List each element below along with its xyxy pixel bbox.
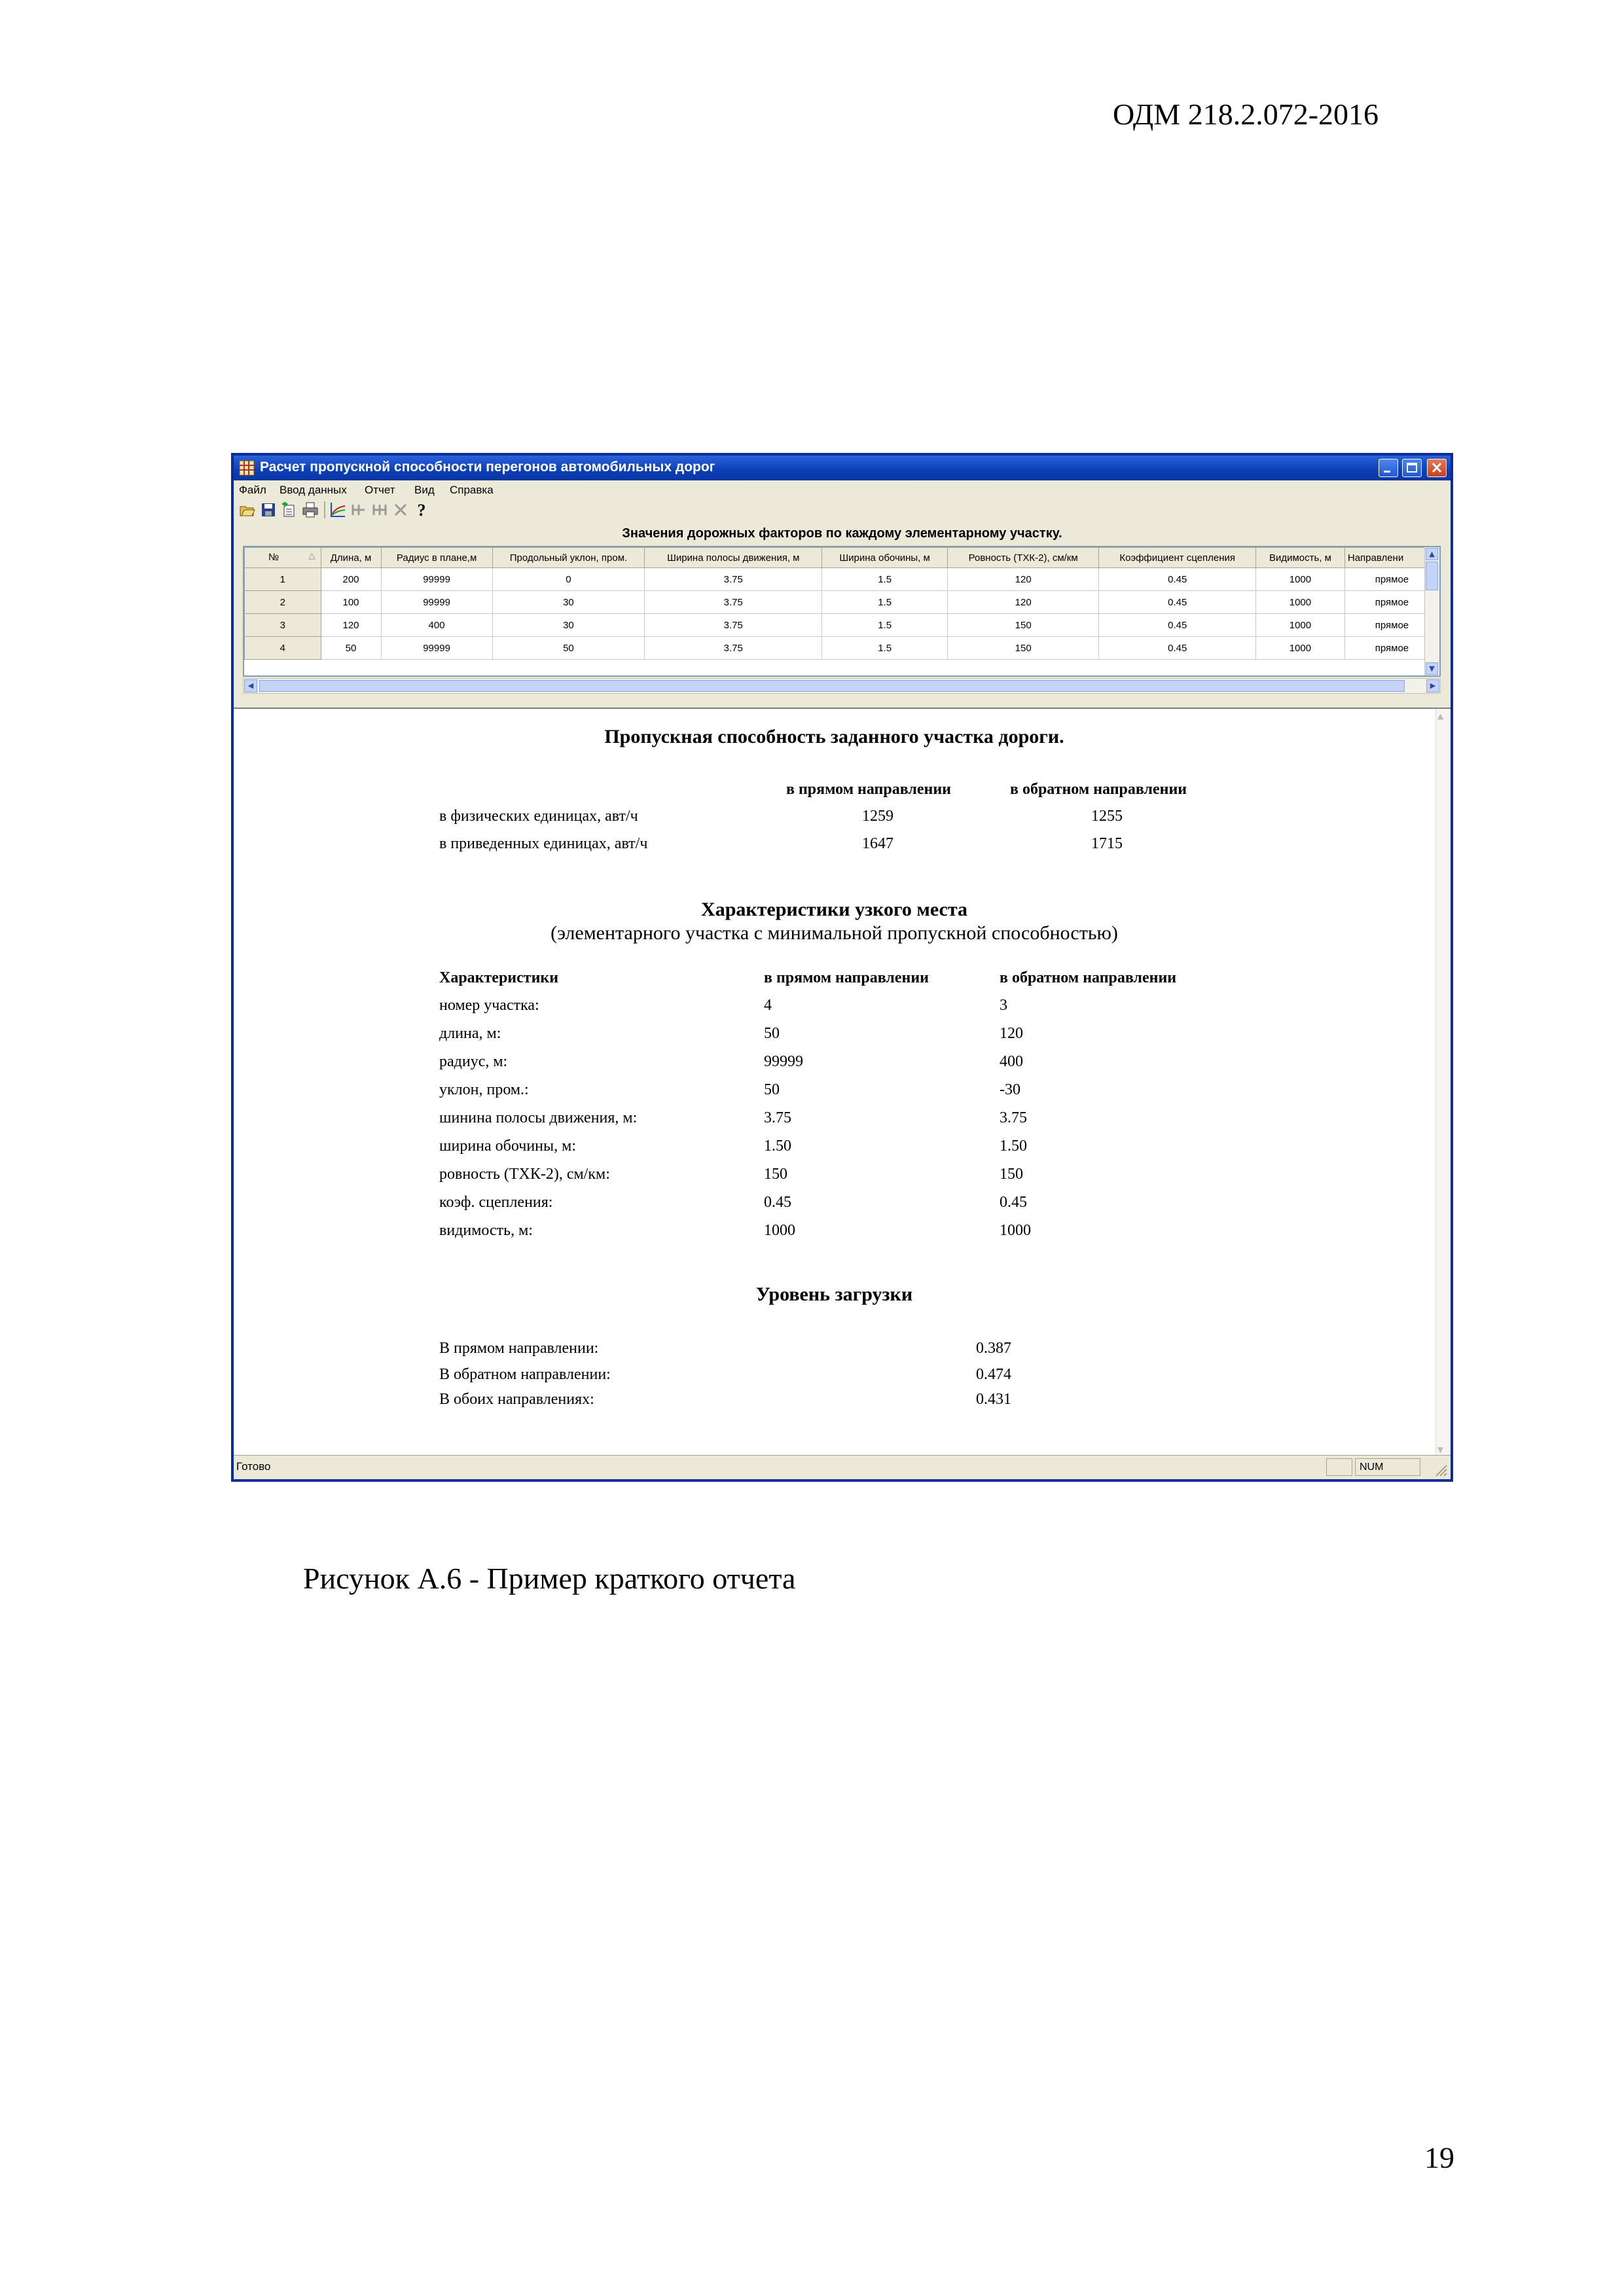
scroll-down-icon[interactable]: ▼ (1426, 662, 1438, 675)
load-title: Уровень загрузки (755, 1283, 913, 1305)
add-section-icon[interactable] (350, 501, 367, 518)
column-header-number[interactable] (245, 548, 321, 568)
cell-friction[interactable]: 0.45 (1099, 568, 1256, 591)
cell-visibility[interactable]: 1000 (1256, 637, 1345, 660)
menu-bar (234, 480, 1451, 499)
grid-horizontal-scrollbar[interactable] (243, 678, 1441, 694)
row-number: 4 (245, 637, 321, 660)
table-row[interactable] (245, 568, 1439, 591)
menu-help[interactable]: Справка (450, 484, 494, 496)
bottleneck-forward: 150 (764, 1166, 787, 1183)
cell-direction[interactable]: прямое (1344, 568, 1439, 591)
cell-roughness[interactable]: 120 (947, 591, 1098, 614)
load-label: В обратном направлении: (439, 1366, 611, 1383)
bottleneck-label: шинина полосы движения, м: (439, 1109, 638, 1126)
title-bar[interactable] (234, 456, 1451, 480)
bottleneck-label: ровность (ТХК-2), см/км: (439, 1166, 610, 1183)
capacity-head-forward: в прямом направлении (786, 781, 951, 798)
cell-visibility[interactable]: 1000 (1256, 568, 1345, 591)
column-header-friction[interactable]: Коэффициент сцепления (1099, 548, 1256, 568)
menu-report[interactable]: Отчет (365, 484, 395, 496)
sort-asc-icon: △ (308, 551, 316, 561)
insert-section-icon[interactable] (371, 501, 388, 518)
bottleneck-label: номер участка: (439, 997, 539, 1014)
grid-horizontal-thumb[interactable] (259, 680, 1405, 692)
bottleneck-reverse: 150 (1000, 1166, 1023, 1183)
status-text: Готово (236, 1460, 271, 1473)
cell-direction[interactable]: прямое (1344, 591, 1439, 614)
bottleneck-reverse: 1.50 (1000, 1138, 1027, 1155)
cell-lane-width[interactable]: 3.75 (645, 637, 822, 660)
table-header-row (245, 548, 1439, 568)
cell-roughness[interactable]: 120 (947, 568, 1098, 591)
bottleneck-label: радиус, м: (439, 1053, 508, 1070)
cell-direction[interactable]: прямое (1344, 637, 1439, 660)
bottleneck-label: уклон, пром.: (439, 1081, 529, 1098)
cell-length[interactable]: 50 (321, 637, 381, 660)
scroll-up-icon[interactable]: ▲ (1426, 548, 1438, 560)
status-pane-empty (1326, 1458, 1352, 1476)
close-button[interactable] (1427, 459, 1447, 477)
table-row[interactable] (245, 614, 1439, 637)
cell-radius[interactable]: 99999 (381, 591, 492, 614)
cell-visibility[interactable]: 1000 (1256, 591, 1345, 614)
column-header-direction[interactable]: Направлени (1344, 548, 1439, 568)
bottleneck-subtitle: (элементарного участка с минимальной пропускной способностью) (550, 922, 1118, 944)
column-header-roughness[interactable]: Ровность (ТХК-2), см/км (947, 548, 1098, 568)
scroll-down-icon[interactable]: ▼ (1437, 1445, 1444, 1454)
scroll-up-icon[interactable]: ▲ (1437, 711, 1444, 721)
grid-vertical-thumb[interactable] (1426, 562, 1438, 590)
cell-grade[interactable]: 30 (492, 591, 645, 614)
factors-table (244, 547, 1439, 660)
cell-friction[interactable]: 0.45 (1099, 637, 1256, 660)
bottleneck-forward: 0.45 (764, 1194, 791, 1211)
bottleneck-forward: 4 (764, 997, 772, 1014)
bottleneck-forward: 99999 (764, 1053, 803, 1070)
maximize-icon (1403, 459, 1421, 476)
row-number: 3 (245, 614, 321, 637)
bottleneck-reverse: 400 (1000, 1053, 1023, 1070)
capacity-forward: 1259 (862, 808, 893, 825)
bottleneck-head-reverse: в обратном направлении (1000, 969, 1177, 986)
resize-grip-icon[interactable] (1432, 1462, 1448, 1477)
load-value: 0.474 (976, 1366, 1011, 1383)
cell-length[interactable]: 120 (321, 614, 381, 637)
load-label: В прямом направлении: (439, 1340, 599, 1357)
column-header-radius[interactable]: Радиус в плане,м (381, 548, 492, 568)
grid-title: Значения дорожных факторов по каждому элементарному участку. (622, 526, 1062, 541)
open-icon[interactable] (239, 501, 256, 518)
menu-file[interactable]: Файл (239, 484, 266, 496)
capacity-reverse: 1255 (1091, 808, 1123, 825)
factors-panel (234, 521, 1451, 708)
cell-roughness[interactable]: 150 (947, 637, 1098, 660)
bottleneck-title: Характеристики узкого места (701, 899, 967, 920)
scroll-left-icon[interactable]: ◀ (244, 679, 257, 692)
capacity-head-reverse: в обратном направлении (1010, 781, 1187, 798)
bottleneck-reverse: 3 (1000, 997, 1007, 1014)
figure-caption: Рисунок А.6 - Пример краткого отчета (303, 1562, 796, 1595)
column-header-grade[interactable]: Продольный уклон, пром. (492, 548, 645, 568)
row-number: 1 (245, 568, 321, 591)
status-bar (234, 1455, 1451, 1479)
column-header-lane-width[interactable]: Ширина полосы движения, м (645, 548, 822, 568)
load-value: 0.387 (976, 1340, 1011, 1357)
bottleneck-reverse: 3.75 (1000, 1109, 1027, 1126)
bottleneck-forward: 50 (764, 1025, 780, 1042)
bottleneck-forward: 50 (764, 1081, 780, 1098)
bottleneck-reverse: -30 (1000, 1081, 1020, 1098)
column-header-length[interactable]: Длина, м (321, 548, 381, 568)
bottleneck-forward: 1000 (764, 1222, 795, 1239)
menu-view[interactable]: Вид (414, 484, 435, 496)
capacity-label: в приведенных единицах, авт/ч (439, 835, 648, 852)
table-row[interactable] (245, 637, 1439, 660)
maximize-button[interactable] (1402, 459, 1422, 477)
app-window (231, 453, 1453, 1482)
app-icon (239, 460, 255, 476)
delete-icon[interactable] (392, 501, 409, 518)
minimize-button[interactable] (1379, 459, 1398, 477)
cell-grade[interactable]: 50 (492, 637, 645, 660)
cell-radius[interactable]: 99999 (381, 568, 492, 591)
load-label: В обоих направлениях: (439, 1391, 594, 1408)
bottleneck-forward: 3.75 (764, 1109, 791, 1126)
report-vertical-scrollbar[interactable] (1435, 709, 1451, 1457)
cell-roughness[interactable]: 150 (947, 614, 1098, 637)
close-icon (1428, 459, 1446, 476)
cell-lane-width[interactable]: 3.75 (645, 614, 822, 637)
minimize-icon (1379, 459, 1398, 476)
capacity-label: в физических единицах, авт/ч (439, 808, 638, 825)
bottleneck-label: ширина обочины, м: (439, 1138, 576, 1155)
toolbar (234, 499, 1451, 522)
bottleneck-label: видимость, м: (439, 1222, 533, 1239)
column-header-label: № (268, 552, 280, 563)
report-view[interactable] (234, 708, 1451, 1457)
cell-radius[interactable]: 400 (381, 614, 492, 637)
table-row[interactable] (245, 591, 1439, 614)
cell-visibility[interactable]: 1000 (1256, 614, 1345, 637)
status-num-indicator: NUM (1355, 1458, 1420, 1476)
factors-grid[interactable] (243, 546, 1441, 677)
cell-grade[interactable]: 0 (492, 568, 645, 591)
cell-length[interactable]: 200 (321, 568, 381, 591)
print-icon[interactable] (302, 501, 319, 518)
window-title: Расчет пропускной способности перегонов автомобильных дорог (260, 459, 715, 475)
scroll-right-icon[interactable]: ▶ (1426, 679, 1439, 692)
capacity-reverse: 1715 (1091, 835, 1123, 852)
help-icon[interactable] (413, 501, 430, 518)
bottleneck-head-label: Характеристики (439, 969, 559, 986)
doc-code: ОДМ 218.2.072-2016 (1113, 98, 1379, 131)
cell-grade[interactable]: 30 (492, 614, 645, 637)
row-number: 2 (245, 591, 321, 614)
bottleneck-reverse: 1000 (1000, 1222, 1031, 1239)
cell-friction[interactable]: 0.45 (1099, 614, 1256, 637)
bottleneck-reverse: 0.45 (1000, 1194, 1027, 1211)
cell-radius[interactable]: 99999 (381, 637, 492, 660)
cell-shoulder-width[interactable]: 1.5 (822, 614, 948, 637)
cell-shoulder-width[interactable]: 1.5 (822, 591, 948, 614)
bottleneck-head-forward: в прямом направлении (764, 969, 929, 986)
cell-direction[interactable]: прямое (1344, 614, 1439, 637)
svg-text:?: ? (417, 501, 426, 518)
bottleneck-label: длина, м: (439, 1025, 501, 1042)
cell-lane-width[interactable]: 3.75 (645, 591, 822, 614)
chart-icon[interactable] (329, 501, 346, 518)
page-number: 19 (1424, 2141, 1454, 2174)
grid-vertical-scrollbar[interactable] (1424, 547, 1439, 675)
cell-shoulder-width[interactable]: 1.5 (822, 568, 948, 591)
bottleneck-forward: 1.50 (764, 1138, 791, 1155)
toolbar-separator (324, 501, 325, 518)
export-icon[interactable] (281, 501, 298, 518)
column-header-shoulder-width[interactable]: Ширина обочины, м (822, 548, 948, 568)
load-value: 0.431 (976, 1391, 1011, 1408)
capacity-title: Пропускная способность заданного участка дороги. (604, 726, 1064, 747)
capacity-forward: 1647 (862, 835, 893, 852)
cell-length[interactable]: 100 (321, 591, 381, 614)
cell-lane-width[interactable]: 3.75 (645, 568, 822, 591)
cell-shoulder-width[interactable]: 1.5 (822, 637, 948, 660)
cell-friction[interactable]: 0.45 (1099, 591, 1256, 614)
column-header-visibility[interactable]: Видимость, м (1256, 548, 1345, 568)
bottleneck-reverse: 120 (1000, 1025, 1023, 1042)
bottleneck-label: коэф. сцепления: (439, 1194, 553, 1211)
save-icon[interactable] (260, 501, 277, 518)
menu-data-input[interactable]: Ввод данных (280, 484, 347, 496)
